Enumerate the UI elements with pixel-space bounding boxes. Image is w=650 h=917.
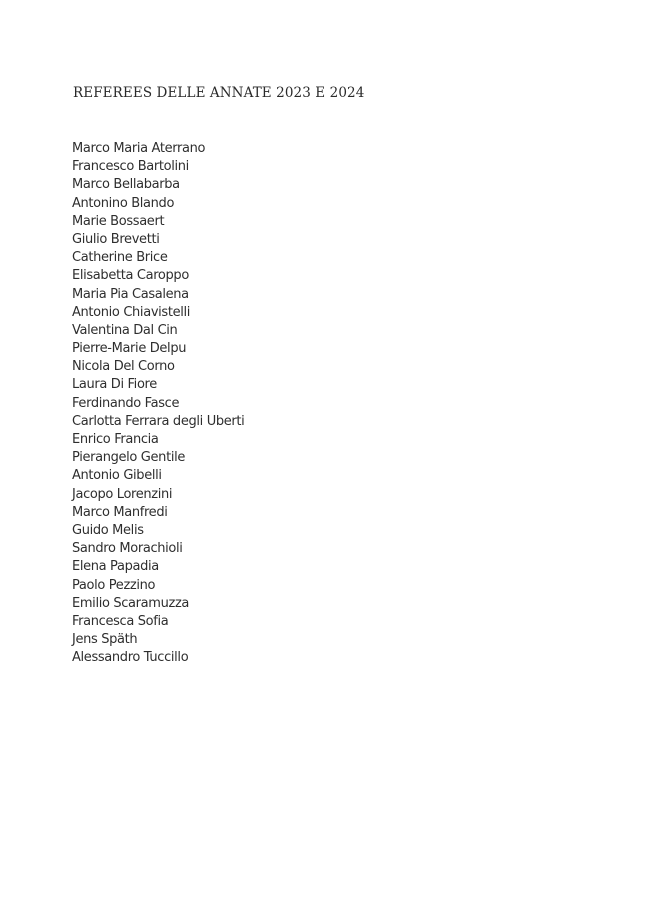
referee-name: Jacopo Lorenzini	[72, 486, 173, 502]
referee-name: Carlotta Ferrara degli Uberti	[72, 413, 245, 429]
referee-name: Sandro Morachioli	[72, 541, 183, 557]
referee-name: Guido Melis	[72, 522, 144, 538]
referee-name: Francesca Sofia	[72, 613, 169, 629]
referee-name: Marie Bossaert	[72, 213, 165, 229]
referee-name: Nicola Del Corno	[72, 359, 175, 375]
referee-name: Maria Pia Casalena	[72, 286, 189, 302]
referee-name: Enrico Francia	[72, 432, 159, 447]
referee-name: Pierre-Marie Delpu	[72, 341, 187, 357]
referee-name: Emilio Scaramuzza	[72, 595, 190, 611]
referee-name: Alessandro Tuccillo	[72, 650, 189, 666]
referee-name: Pierangelo Gentile	[72, 450, 185, 466]
referee-name: Ferdinando Fasce	[72, 395, 180, 411]
referee-name: Valentina Dal Cin	[72, 322, 178, 338]
referee-name: Jens Späth	[72, 632, 138, 648]
referee-list	[72, 140, 244, 667]
referee-name: Antonio Chiavistelli	[72, 304, 191, 320]
referee-name: Laura Di Fiore	[72, 377, 157, 393]
referee-name: Antonino Blando	[72, 195, 175, 211]
referee-name: Paolo Pezzino	[72, 577, 156, 593]
referee-name: Giulio Brevetti	[72, 231, 160, 247]
referee-name: Elena Papadia	[72, 559, 159, 575]
referee-name: Francesco Bartolini	[72, 159, 189, 175]
referee-name: Marco Manfredi	[72, 504, 168, 520]
page-heading: REFEREES DELLE ANNATE 2023 E 2024	[73, 85, 365, 101]
referee-name: Marco Bellabarba	[72, 177, 180, 193]
referee-name: Elisabetta Caroppo	[72, 268, 189, 284]
referee-name: Marco Maria Aterrano	[72, 141, 206, 156]
referee-name: Catherine Brice	[72, 250, 168, 266]
referee-name: Antonio Gibelli	[72, 468, 162, 484]
